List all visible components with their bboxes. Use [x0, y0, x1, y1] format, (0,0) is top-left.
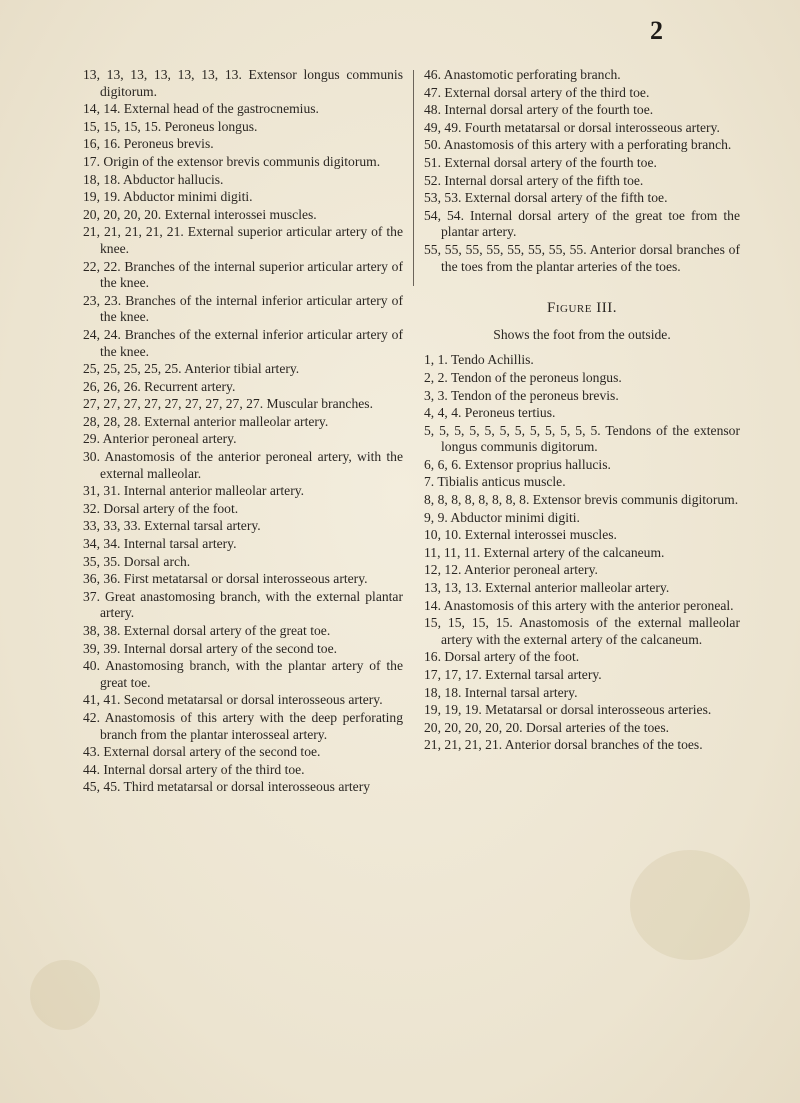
legend-entry: 34, 34. Internal tarsal artery. [83, 536, 237, 552]
column-divider [413, 70, 414, 286]
legend-entry: 6, 6, 6. Extensor proprius hallucis. [424, 456, 611, 472]
legend-entry: 23, 23. Branches of the internal inferior articular artery of the knee. [83, 292, 403, 325]
legend-entry: 13, 13, 13. External anterior malleolar artery. [424, 580, 670, 596]
legend-entry: 19, 19, 19. Metatarsal or dorsal interosseous arteries. [424, 702, 712, 718]
legend-entry: 25, 25, 25, 25, 25. Anterior tibial artery. [83, 361, 300, 377]
legend-entry: 37. Great anastomosing branch, with the external plantar artery. [83, 588, 403, 621]
legend-entry: 17, 17, 17. External tarsal artery. [424, 667, 602, 682]
legend-entry: 53, 53. External dorsal artery of the fifth toe. [424, 190, 668, 206]
legend-entry: 18, 18. Abductor hallucis. [83, 171, 224, 187]
legend-entry: 15, 15, 15, 15. Anastomosis of the external malleolar artery with the external artery of the calcaneum. [424, 615, 740, 647]
right-column [424, 67, 740, 755]
legend-entry: 40. Anastomosing branch, with the plantar artery of the great toe. [83, 658, 403, 690]
legend-entry: 14. Anastomosis of this artery with the anterior peroneal. [424, 597, 734, 613]
legend-entry: 55, 55, 55, 55, 55, 55, 55, 55. Anterior dorsal branches of the toes from the plantar arteries of the toes. [424, 241, 740, 274]
legend-entry: 33, 33, 33. External tarsal artery. [83, 518, 261, 534]
legend-entry: 28, 28, 28. External anterior malleolar artery. [83, 413, 329, 429]
legend-entry: 47. External dorsal artery of the third toe. [424, 84, 650, 100]
legend-entry: 4, 4, 4. Peroneus tertius. [424, 405, 556, 421]
legend-entry: 3, 3. Tendon of the peroneus brevis. [424, 387, 619, 403]
legend-entry: 21, 21, 21, 21, 21. External superior articular artery of the knee. [83, 224, 403, 256]
legend-entry: 13, 13, 13, 13, 13, 13, 13. Extensor longus communis digitorum. [83, 67, 403, 99]
legend-entry: 1, 1. Tendo Achillis. [424, 352, 534, 368]
legend-entry: 11, 11, 11. External artery of the calcaneum. [424, 544, 665, 560]
figure-three-legend [424, 352, 740, 754]
figure-two-legend-continued [424, 67, 740, 275]
legend-entry: 32. Dorsal artery of the foot. [83, 500, 239, 516]
legend-entry: 15, 15, 15, 15. Peroneus longus. [83, 118, 258, 134]
legend-entry: 35, 35. Dorsal arch. [83, 553, 191, 569]
legend-entry: 38, 38. External dorsal artery of the great toe. [83, 623, 331, 638]
legend-entry: 44. Internal dorsal artery of the third toe. [83, 761, 305, 777]
legend-entry: 10, 10. External interossei muscles. [424, 527, 617, 543]
legend-entry: 46. Anastomotic perforating branch. [424, 67, 621, 82]
left-column [83, 67, 403, 797]
legend-entry: 21, 21, 21, 21. Anterior dorsal branches of the toes. [424, 737, 703, 753]
legend-entry: 7. Tibialis anticus muscle. [424, 474, 566, 490]
legend-entry: 17. Origin of the extensor brevis communis digitorum. [83, 153, 381, 169]
legend-entry: 54, 54. Internal dorsal artery of the great toe from the plantar artery. [424, 207, 740, 240]
legend-entry: 8, 8, 8, 8, 8, 8, 8, 8. Extensor brevis communis digitorum. [424, 492, 739, 508]
legend-entry: 31, 31. Internal anterior malleolar artery. [83, 483, 305, 499]
legend-entry: 49, 49. Fourth metatarsal or dorsal interosseous artery. [424, 119, 720, 135]
legend-entry: 39, 39. Internal dorsal artery of the second toe. [83, 640, 338, 656]
legend-entry: 26, 26, 26. Recurrent artery. [83, 378, 236, 394]
legend-entry: 45, 45. Third metatarsal or dorsal interosseous artery [83, 779, 371, 795]
figure-heading: Figure III. [547, 300, 617, 317]
foxing-spot [630, 850, 750, 960]
legend-entry: 50. Anastomosis of this artery with a perforating branch. [424, 137, 732, 153]
legend-entry: 5, 5, 5, 5, 5, 5, 5, 5, 5, 5, 5, 5. Tendons of the extensor longus communis digitorum. [424, 422, 740, 455]
legend-entry: 36, 36. First metatarsal or dorsal interosseous artery. [83, 571, 368, 587]
figure-caption: Shows the foot from the outside. [493, 326, 671, 342]
legend-entry: 48. Internal dorsal artery of the fourth toe. [424, 102, 654, 118]
legend-entry: 43. External dorsal artery of the second toe. [83, 744, 321, 760]
legend-entry: 29. Anterior peroneal artery. [83, 431, 237, 447]
page-number: 2 [650, 16, 663, 45]
legend-entry: 16, 16. Peroneus brevis. [83, 136, 214, 152]
legend-entry: 27, 27, 27, 27, 27, 27, 27, 27, 27. Muscular branches. [83, 396, 373, 412]
legend-entry: 9, 9. Abductor minimi digiti. [424, 509, 580, 525]
legend-entry: 42. Anastomosis of this artery with the deep perforating branch from the plantar interosseal artery. [83, 709, 403, 742]
legend-entry: 2, 2. Tendon of the peroneus longus. [424, 369, 622, 385]
legend-entry: 20, 20, 20, 20. External interossei muscles. [83, 206, 317, 222]
legend-entry: 52. Internal dorsal artery of the fifth toe. [424, 172, 644, 188]
legend-entry: 51. External dorsal artery of the fourth toe. [424, 154, 657, 170]
legend-entry: 20, 20, 20, 20, 20. Dorsal arteries of the toes. [424, 719, 670, 735]
legend-entry: 16. Dorsal artery of the foot. [424, 649, 580, 665]
legend-entry: 22, 22. Branches of the internal superior articular artery of the knee. [83, 258, 403, 291]
foxing-spot [30, 960, 100, 1030]
legend-entry: 30. Anastomosis of the anterior peroneal artery, with the external malleolar. [83, 449, 403, 481]
legend-entry: 19, 19. Abductor minimi digiti. [83, 189, 253, 205]
legend-entry: 14, 14. External head of the gastrocnemius. [83, 101, 319, 117]
legend-entry: 41, 41. Second metatarsal or dorsal interosseous artery. [83, 692, 383, 708]
legend-entry: 18, 18. Internal tarsal artery. [424, 684, 578, 700]
legend-entry: 24, 24. Branches of the external inferior articular artery of the knee. [83, 326, 403, 359]
legend-entry: 12, 12. Anterior peroneal artery. [424, 562, 598, 578]
